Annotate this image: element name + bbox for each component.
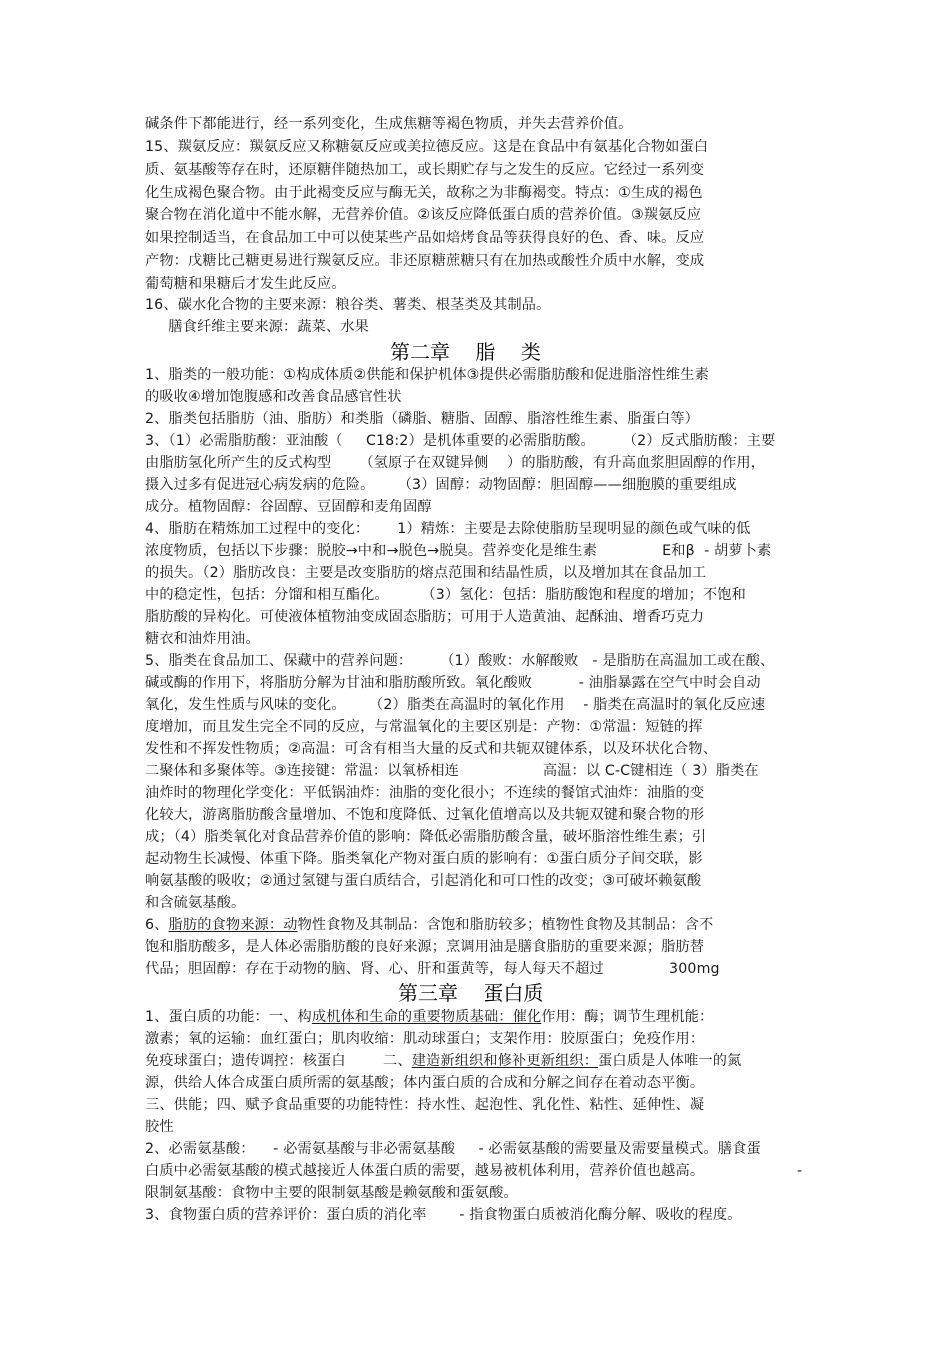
text-line: 膳食纤维主要来源：蔬菜、水果 — [145, 319, 370, 335]
chapter-3-heading: 第三章 蛋白质 — [398, 981, 544, 1005]
text-line: 三、供能；四、赋予食品重要的功能特性：持水性、起泡性、乳化性、粘性、延伸性、凝 — [145, 1097, 705, 1113]
text-line: 3、食物蛋白质的营养评价：蛋白质的消化率 - 指食物蛋白质被消化酶分解、吸收的程度。 — [145, 1207, 742, 1223]
underlined-phrase: 建造新组织和修补更新组织： — [411, 1053, 599, 1069]
text-line: 化较大，游离脂肪酸含量增加、不饱和度降低、过氧化值增高以及共轭双键和聚合物的形 — [145, 807, 705, 823]
text-fragment: 1、蛋白质的功能：一、构 — [145, 1009, 312, 1025]
text-line: 激素；氧的运输：血红蛋白；肌肉收缩：肌动球蛋白；支架作用：胶原蛋白；免疫作用： — [145, 1031, 705, 1047]
text-line: 脂肪酸的异构化。可使液体植物油变成固态脂肪；可用于人造黄油、起酥油、增香巧克力 — [145, 609, 705, 625]
text-fragment: 免疫球蛋白；遗传调控：核蛋白 二、 — [145, 1053, 412, 1069]
text-fragment: 物性食物及其制品：含饱和脂肪较多；植物性食物及其制品：含不 — [297, 917, 714, 933]
text-line: 度增加，而且发生完全不同的反应，与常温氧化的主要区别是：产物：①常温：短链的挥 — [145, 719, 703, 735]
text-line: 浓度物质，包括以下步骤：脱胶→中和→脱色→脱臭。营养变化是维生素 E和β - 胡萝卜素 — [145, 543, 772, 559]
text-line: 碱或酶的作用下，将脂肪分解为甘油和脂肪酸所致。氧化酸败 - 油脂暴露在空气中时会自动 — [145, 675, 761, 691]
text-line: 的损失。（2）脂肪改良：主要是改变脂肪的熔点范围和结晶性质，以及增加其在食品加工 — [145, 565, 707, 581]
text-line: 饱和脂肪酸多，是人体必需脂肪酸的良好来源；烹调用油是膳食脂肪的重要来源；脂肪替 — [145, 939, 705, 955]
text-line: 2、脂类包括脂肪（油、脂肪）和类脂（磷脂、糖脂、固醇、脂溶性维生素、脂蛋白等） — [145, 411, 700, 427]
text-line: 中的稳定性，包括：分馏和相互酯化。 （3）氢化：包括：脂肪酸饱和程度的增加；不饱和 — [145, 587, 746, 603]
text-line: 化生成褐色聚合物。由于此褐变反应与酶无关，故称之为非酶褐变。特点：①生成的褐色 — [145, 185, 703, 201]
text-line: 发性和不挥发性物质；②高温：可含有相当大量的反式和共轭双键体系，以及环状化合物、 — [145, 741, 718, 757]
text-fragment: 作用：酶；调节生理机能： — [541, 1009, 714, 1025]
text-line: 4、脂肪在精炼加工过程中的变化： 1）精炼：主要是去除使脂肪呈现明显的颜色或气味的低 — [145, 521, 751, 537]
text-line: 3、（1）必需脂肪酸：亚油酸（ C18:2）是机体重要的必需脂肪酸。 （2）反式脂肪酸：主要 — [145, 433, 776, 449]
text-line: 胶性 — [145, 1119, 174, 1135]
text-line: 白质中必需氨基酸的模式越接近人体蛋白质的需要，越易被机体利用，营养价值也越高。 — [145, 1163, 705, 1179]
text-line: 如果控制适当，在食品加工中可以使某些产品如焙烤食品等获得良好的色、香、味。反应 — [145, 230, 705, 246]
text-line: 和含硫氨基酸。 — [145, 895, 246, 911]
text-line: 二聚体和多聚体等。③连接键：常温：以氧桥相连 高温：以 C-C键相连（ 3）脂类在 — [145, 763, 759, 779]
text-line-tissue-building — [145, 1053, 741, 1070]
text-line: 起动物生长减慢、体重下降。脂类氧化产物对蛋白质的影响有：①蛋白质分子间交联，影 — [145, 851, 703, 867]
text-line: 碱条件下都能进行，经一系列变化，生成焦糖等褐色物质，并失去营养价值。 — [145, 116, 633, 132]
text-line-protein-functions — [145, 1009, 713, 1026]
item-number: 6、 — [145, 917, 169, 933]
text-line: 质、氨基酸等存在时，还原糖伴随热加工，或长期贮存与之发生的反应。它经过一系列变 — [145, 162, 705, 178]
text-fragment: 蛋白质是人体唯一的氮 — [598, 1053, 742, 1069]
text-line: 氧化，发生性质与风味的变化。 （2）脂类在高温时的氧化作用 - 脂类在高温时的氧化反应速 — [145, 697, 766, 713]
text-line: 成；（4）脂类氧化对食品营养价值的影响：降低必需脂肪酸含量，破坏脂溶性维生素；引 — [145, 829, 707, 845]
text-line: 的吸收④增加饱腹感和改善食品感官性状 — [145, 389, 402, 405]
dash-mark: - — [797, 1163, 803, 1179]
text-line: 油炸时的物理化学变化：平低锅油炸：油脂的变化很小；不连续的餐馆式油炸：油脂的变 — [145, 785, 705, 801]
text-line: 成分。植物固醇：谷固醇、豆固醇和麦角固醇 — [145, 499, 432, 515]
text-line: 响氨基酸的吸收；②通过氢键与蛋白质结合，引起消化和可口性的改变；③可破坏赖氨酸 — [145, 873, 702, 889]
text-line: 由脂肪氢化所产生的反式构型 （氢原子在双键异侧 ）的脂肪酸，有升高血浆胆固醇的作用， — [145, 455, 766, 471]
text-line: 1、脂类的一般功能：①构成体质②供能和保护机体③提供必需脂肪酸和促进脂溶性维生素 — [145, 367, 709, 383]
text-line: 2、必需氨基酸： - 必需氨基酸与非必需氨基酸 - 必需氨基酸的需要量及需要量模式。膳食蛋 — [145, 1141, 761, 1157]
text-line: 16、碳水化合物的主要来源：粮谷类、薯类、根茎类及其制品。 — [145, 297, 551, 313]
chapter-2-heading: 第二章 脂 类 — [390, 340, 541, 364]
text-line: 葡萄糖和果糖后才发生此反应。 — [145, 276, 346, 292]
underlined-phrase: 脂肪的食物来源：动 — [168, 917, 298, 933]
text-line-food-sources — [145, 917, 713, 934]
text-line: 糖衣和油炸用油。 — [145, 631, 260, 647]
underlined-phrase: 成机体和生命的重要物质基础：催化 — [311, 1009, 542, 1025]
text-line: 源，供给人体合成蛋白质所需的氨基酸；体内蛋白质的合成和分解之间存在着动态平衡。 — [145, 1075, 705, 1091]
text-line: 摄入过多有促进冠心病发病的危险。 （3）固醇：动物固醇：胆固醇——细胞膜的重要组成 — [145, 477, 737, 493]
text-line: 5、脂类在食品加工、保藏中的营养问题： （1）酸败：水解酸败 - 是脂肪在高温加工或在酸、 — [145, 653, 775, 669]
text-line: 聚合物在消化道中不能水解，无营养价值。②该反应降低蛋白质的营养价值。③羰氨反应 — [145, 207, 702, 223]
text-line: 代品；胆固醇：存在于动物的脑、肾、心、肝和蛋黄等，每人每天不超过 300mg — [145, 961, 720, 977]
text-line: 产物：戊糖比己糖更易进行羰氨反应。非还原糖蔗糖只有在加热或酸性介质中水解，变成 — [145, 253, 705, 269]
text-line: 15、羰氨反应：羰氨反应又称糖氨反应或美拉德反应。这是在食品中有氨基化合物如蛋白 — [145, 139, 709, 155]
text-line: 限制氨基酸：食物中主要的限制氨基酸是赖氨酸和蛋氨酸。 — [145, 1185, 518, 1201]
